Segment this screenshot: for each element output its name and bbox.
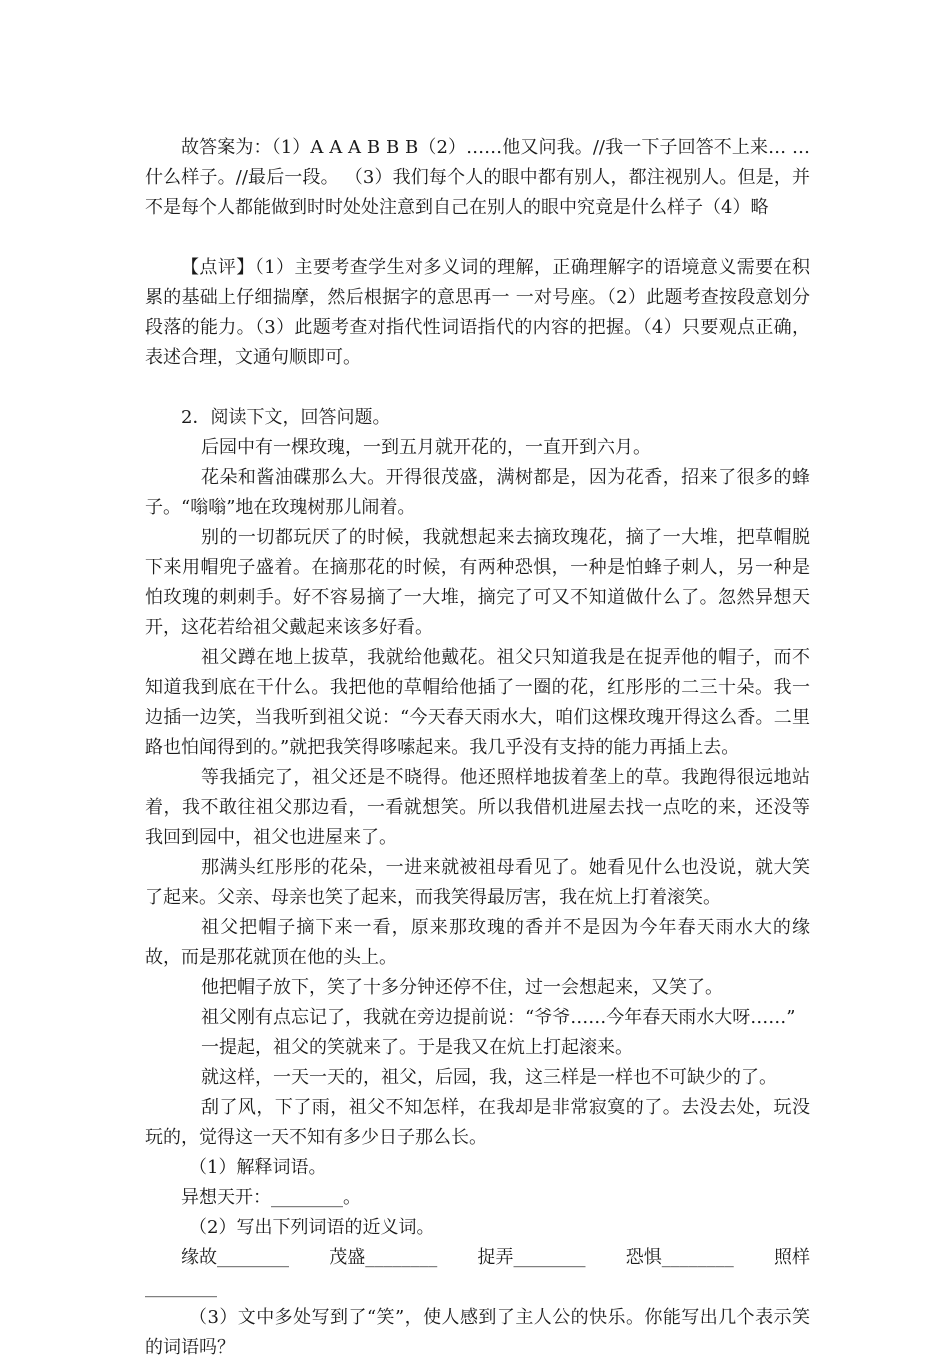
passage-paragraph: 一提起，祖父的笑就来了。于是我又在炕上打起滚来。: [201, 1037, 633, 1058]
sub-question-3: （3）文中多处写到了“笑”，使人感到了主人公的快乐。你能写出几个表示笑的词语吗？: [145, 1307, 810, 1358]
synonym-item: 恐惧________: [625, 1247, 734, 1268]
passage-paragraph: 祖父把帽子摘下来一看，原来那玫瑰的香并不是因为今年春天雨水大的缘故，而是那花就顶在他的头上。: [145, 917, 810, 968]
passage-paragraph: 那满头红彤彤的花朵，一进来就被祖母看见了。她看见什么也没说，就大笑了起来。父亲、母亲也笑了起来，而我笑得最厉害，我在炕上打着滚笑。: [145, 857, 810, 908]
passage-paragraph: 别的一切都玩厌了的时候，我就想起来去摘玫瑰花，摘了一大堆，把草帽脱下来用帽兜子盛着。在摘那花的时候，有两种恐惧，一种是怕蜂子刺人，另一种是怕玫瑰的刺刺手。好不容易摘了一大堆，摘完了可又不知道做什么了。忽然异想天开，这花若给祖父戴起来该多好看。: [145, 527, 810, 638]
passage-paragraph: 花朵和酱油碟那么大。开得很茂盛，满树都是，因为花香，招来了很多的蜂子。“嗡嗡”地在玫瑰树那儿闹着。: [145, 467, 810, 518]
passage-paragraph: 等我插完了，祖父还是不晓得。他还照样地拔着垄上的草。我跑得很远地站着，我不敢往祖父那边看，一看就想笑。所以我借机进屋去找一点吃的来，还没等我回到园中，祖父也进屋来了。: [145, 767, 810, 848]
spacer: [145, 223, 810, 253]
synonym-item: 缘故________: [181, 1247, 289, 1268]
passage-paragraph: 后园中有一棵玫瑰，一到五月就开花的，一直开到六月。: [201, 437, 651, 458]
sub-question-1-label: （1）解释词语。: [189, 1157, 327, 1178]
synonym-item: 捉弄________: [477, 1247, 586, 1268]
passage-paragraph: 就这样，一天一天的，祖父，后园，我，这三样是一样也不可缺少的了。: [201, 1067, 777, 1088]
synonym-item: 照样: [774, 1247, 810, 1268]
answer-paragraph: 故答案为：（1）A A A B B B（2）……他又问我。//我一下子回答不上来… …什么样子。//最后一段。 （3）我们每个人的眼中都有别人，都注视别人。但是，并不是每个人都能做到时时处处注意到自己在别人的眼中究竟是什么样子（4）略: [145, 137, 810, 218]
passage-paragraph: 祖父刚有点忘记了，我就在旁边提前说：“爷爷……今年春天雨水大呀……”: [201, 1007, 796, 1028]
document-page: [145, 133, 810, 1363]
synonym-row: [145, 1243, 810, 1273]
sub-question-1-answer-line: 异想天开：________。: [181, 1187, 361, 1208]
passage-paragraph: 他把帽子放下，笑了十多分钟还停不住，过一会想起来，又笑了。: [201, 977, 723, 998]
spacer: [145, 373, 810, 403]
passage-paragraph: 刮了风，下了雨，祖父不知怎样，在我却是非常寂寞的了。去没去处，玩没玩的，觉得这一天不知有多少日子那么长。: [145, 1097, 810, 1148]
synonym-item: 茂盛________: [329, 1247, 438, 1268]
sub-question-2-label: （2）写出下列词语的近义词。: [189, 1217, 435, 1238]
question-heading: 2．阅读下文，回答问题。: [181, 407, 391, 428]
passage-paragraph: 祖父蹲在地上拔草，我就给他戴花。祖父只知道我是在捉弄他的帽子，而不知道我到底在干什么。我把他的草帽给他插了一圈的花，红彤彤的二三十朵。我一边插一边笑，当我听到祖父说：“今天春天雨水大，咱们这棵玫瑰开得这么香。二里路也怕闻得到的。”就把我笑得哆嗦起来。我几乎没有支持的能力再插上去。: [145, 647, 810, 758]
synonym-tail-blank: ________: [145, 1277, 217, 1298]
comment-paragraph: 【点评】（1）主要考查学生对多义词的理解，正确理解字的语境意义需要在积累的基础上仔细揣摩，然后根据字的意思再一 一对号座。（2）此题考查按段意划分段落的能力。（3）此题考查对指代性词语指代的内容的把握。（4）只要观点正确，表述合理，文通句顺即可。: [145, 257, 810, 368]
